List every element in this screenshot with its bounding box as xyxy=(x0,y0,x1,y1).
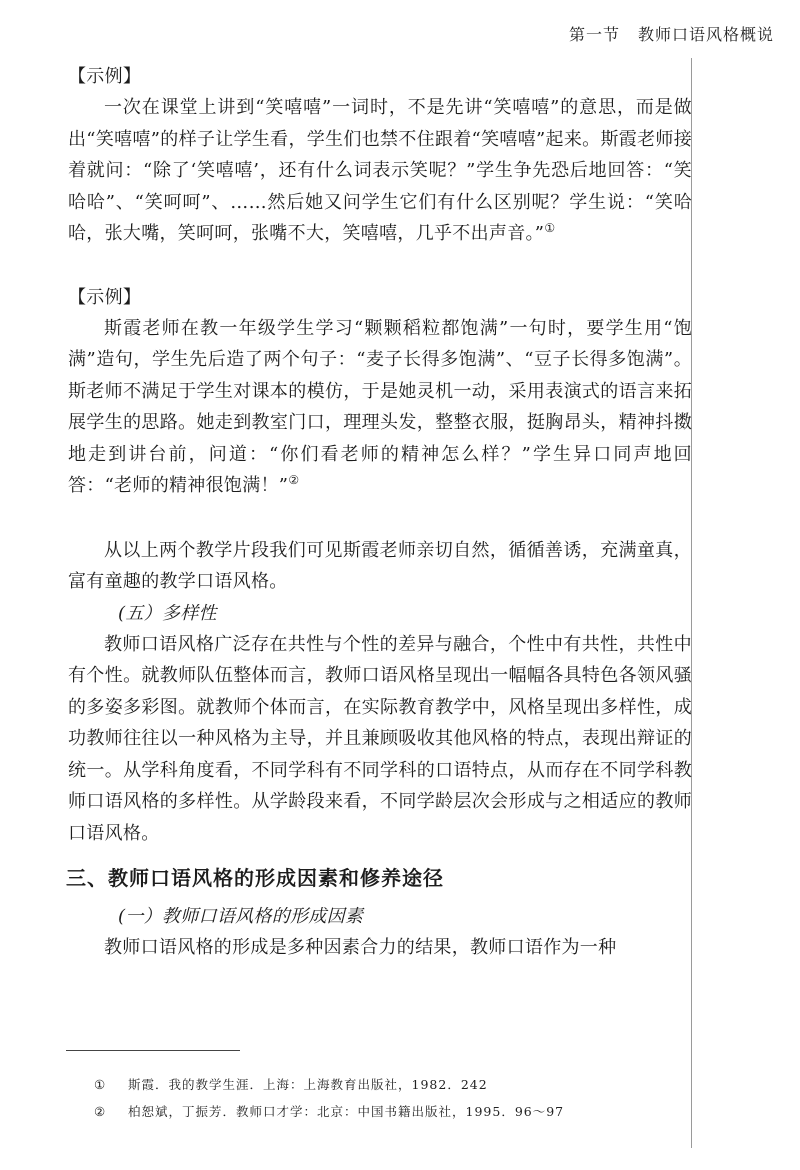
footnotes xyxy=(94,1071,674,1125)
footnote-2-mark: ② xyxy=(94,1104,107,1119)
footnote-1-mark: ① xyxy=(94,1077,107,1092)
example-1-label: 【示例】 xyxy=(68,66,142,87)
example-2-body: 斯霞老师在教一年级学生学习“颗颗稻粒都饱满”一句时，要学生用“饱满”造句，学生先后造了两个句子：“麦子长得多饱满”、“豆子长得多饱满”。斯老师不满足于学生对课本的模仿，于是她灵机一动，采用表演式的语言来拓展学生的思路。她走到教室门口，理理头发，整整衣服，挺胸昂头，精神抖擞地走到讲台前，问道：“你们看老师的精神怎么样？”学生异口同声地回答：“老师的精神很饱满！” xyxy=(68,317,692,496)
footnote-1 xyxy=(94,1071,674,1098)
footnote-rule xyxy=(66,1050,240,1051)
subsection-5-title: (五）多样性 xyxy=(118,602,217,624)
footnote-ref-1: ① xyxy=(544,221,556,235)
example-2-text xyxy=(68,313,692,502)
footnote-2 xyxy=(94,1098,674,1125)
footnote-1-text: 斯霞．我的教学生涯．上海：上海教育出版社，1982．242 xyxy=(128,1077,488,1092)
spacer xyxy=(68,250,692,283)
example-2-label: 【示例】 xyxy=(68,286,142,308)
spacer xyxy=(68,502,692,535)
summary-paragraph: 从以上两个教学片段我们可见斯霞老师亲切自然，循循善诱，充满童真，富有童趣的教学口语风格。 xyxy=(68,539,692,592)
section-3-sub1-text: 教师口语风格的形成是多种因素合力的结果，教师口语作为一种 xyxy=(104,937,617,958)
header-section: 第一节 xyxy=(568,25,620,44)
page-body xyxy=(68,62,692,964)
section-3-sub1-title: (一）教师口语风格的形成因素 xyxy=(118,906,364,927)
footnote-2-text: 柏恕斌，丁振芳．教师口才学：北京：中国书籍出版社，1995．96～97 xyxy=(128,1104,565,1119)
running-header xyxy=(569,22,774,45)
section-3-heading: 三、教师口语风格的形成因素和修养途径 xyxy=(66,866,444,890)
example-1-body: 一次在课堂上讲到“笑嘻嘻”一词时，不是先讲“笑嘻嘻”的意思，而是做出“笑嘻嘻”的样子让学生看，学生们也禁不住跟着“笑嘻嘻”起来。斯霞老师接着就问：“除了‘笑嘻嘻’，还有什么词表示笑呢？”学生争先恐后地回答：“笑哈哈”、“笑呵呵”、……然后她又问学生它们有什么区别呢？学生说：“笑哈哈，张大嘴，笑呵呵，张嘴不大，笑嘻嘻，几乎不出声音。” xyxy=(68,97,692,244)
header-title: 教师口语风格概说 xyxy=(637,25,774,44)
footnote-ref-2: ② xyxy=(288,473,300,487)
example-1-text xyxy=(68,92,692,250)
subsection-5-text: 教师口语风格广泛存在共性与个性的差异与融合，个性中有共性，共性中有个性。就教师队伍整体而言，教师口语风格呈现出一幅幅各具特色各领风骚的多姿多彩图。就教师个体而言，在实际教育教学中，风格呈现出多样性，成功教师往往以一种风格为主导，并且兼顾吸收其他风格的特点，表现出辩证的统一。从学科角度看，不同学科有不同学科的口语特点，从而存在不同学科教师口语风格的多样性。从学龄段来看，不同学龄层次会形成与之相适应的教师口语风格。 xyxy=(68,633,692,844)
